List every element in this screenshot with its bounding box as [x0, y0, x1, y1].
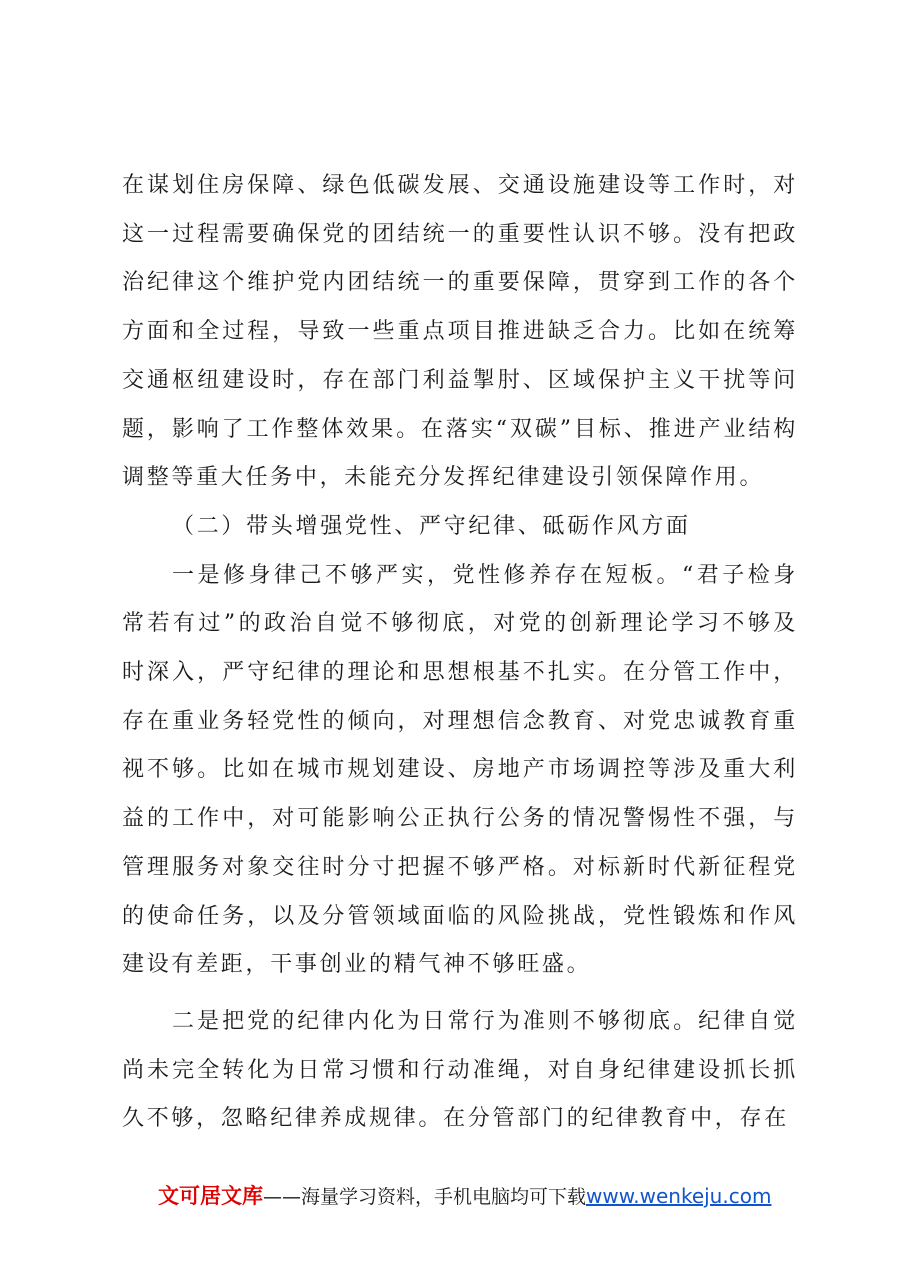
footer-banner [158, 1180, 798, 1213]
section-heading: （二）带头增强党性、严守纪律、砥砺作风方面 [172, 513, 691, 539]
paragraph-block-1 [122, 162, 798, 503]
body-paragraph: 在谋划住房保障、绿色低碳发展、交通设施建设等工作时，对这一过程需要确保党的团结统一的重要性认识不够。没有把政治纪律这个维护党内团结统一的重要保障，贯穿到工作的各个方面和全过程，导致一些重点项目推进缺乏合力。比如在统筹交通枢纽建设时，存在部门利益掣肘、区域保护主义干扰等问题，影响了工作整体效果。在落实“双碳”目标、推进产业结构调整等重大任务中，未能充分发挥纪律建设引领保障作用。 [122, 173, 798, 491]
brand-name: 文可居文库 [158, 1184, 263, 1208]
body-paragraph: 二是把党的纪律内化为日常行为准则不够彻底。纪律自觉尚未完全转化为日常习惯和行动准绳，对自身纪律建设抓长抓久不够，忽略纪律养成规律。在分管部门的纪律教育中，存在 [122, 1008, 798, 1132]
document-body [122, 162, 798, 1144]
paragraph-spacer [122, 990, 798, 998]
section-heading-block [122, 503, 798, 552]
paragraph-block-3 [122, 998, 798, 1144]
website-link[interactable]: www.wenkeju.com [586, 1184, 772, 1208]
paragraph-block-2 [122, 552, 798, 990]
body-paragraph: 一是修身律己不够严实，党性修养存在短板。“君子检身常若有过”的政治自觉不够彻底，对党的创新理论学习不够及时深入，严守纪律的理论和思想根基不扎实。在分管工作中，存在重业务轻党性的倾向，对理想信念教育、对党忠诚教育重视不够。比如在城市规划建设、房地产市场调控等涉及重大利益的工作中，对可能影响公正执行公务的情况警惕性不强，与管理服务对象交往时分寸把握不够严格。对标新时代新征程党的使命任务，以及分管领域面临的风险挑战，党性锻炼和作风建设有差距，干事创业的精气神不够旺盛。 [122, 562, 798, 978]
footer-tagline: ——海量学习资料，手机电脑均可下载 [263, 1186, 587, 1208]
